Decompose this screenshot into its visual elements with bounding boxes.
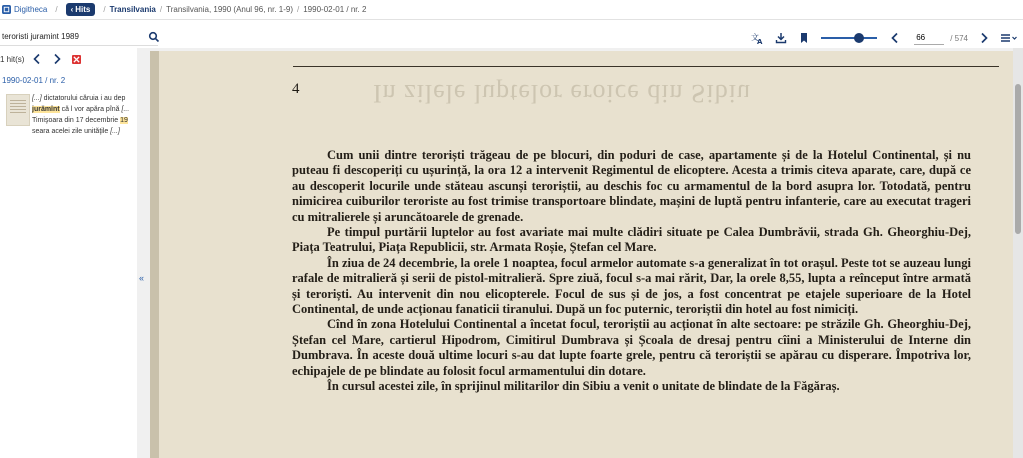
article-paragraph: În ziua de 24 decembrie, la orele 1 noaptea, focul armelor automate s-a generalizat în tot orașul. Peste tot se auzeau lungi rafale de mitralieră și serii de pistol-mitralieră. Spre ziuă, focul s-a mai rărit, Dar, la orele 8,55, lupta a reînceput între armată și teroriști. Au intervenit din nou elicopterele. Focul de sus și de jos, a fost concentrat pe etajele superioare de la Hotel Continental, de unde acționau fanaticii tiranului. După un foc puternic, teroriștii din hotel au fost nimiciți. — [292, 255, 971, 317]
article-text — [292, 148, 971, 395]
digitheca-logo-icon — [2, 5, 11, 14]
page-edge — [150, 51, 159, 458]
document-viewer — [137, 48, 1023, 458]
snippet-ellipsis: [... — [121, 106, 130, 113]
zoom-slider-track — [821, 37, 877, 39]
previous-hit-icon[interactable] — [32, 53, 44, 65]
snippet-ellipsis: [...] — [32, 95, 42, 102]
breadcrumb-separator: / — [297, 5, 300, 14]
breadcrumb-issue: 1990-02-01 / nr. 2 — [303, 5, 367, 14]
hit-result-item[interactable] — [4, 94, 137, 144]
hits-sidebar — [0, 48, 138, 458]
breadcrumb-separator: / — [55, 5, 58, 14]
breadcrumb — [0, 0, 1023, 20]
zoom-slider-handle[interactable] — [854, 33, 864, 43]
breadcrumb-volume-link[interactable]: Transilvania, 1990 (Anul 96, nr. 1-9) — [166, 5, 293, 14]
snippet-ellipsis: [...] — [110, 128, 120, 135]
scanned-page — [159, 51, 1013, 458]
snippet-text: Timişoara din 17 decembrie — [32, 117, 121, 124]
next-hit-icon[interactable] — [52, 53, 64, 65]
clear-search-icon[interactable] — [72, 55, 81, 64]
breadcrumb-separator: / — [103, 5, 106, 14]
menu-icon[interactable] — [1000, 32, 1018, 45]
breadcrumb-site-link[interactable]: Digitheca — [14, 5, 48, 14]
chevron-left-icon: ‹ — [70, 5, 74, 14]
page-number: 4 — [292, 81, 300, 97]
article-paragraph: Cum unii dintre teroriști trăgeau de pe blocuri, din poduri de case, apartamente și de la Hotelul Continental, și nu puteau fi descoperiți cu ușurință, la ora 12 a intervenit Regimentul de elicoptere. Acesta a trimis citeva aparate, care, după ce au descoperit locurile unde stăteau ascunși teroriștii, au deschis foc cu armamentul de la bord asupra lor. Totodată, pentru nimicirea cuiburilor teroriste au fost trimise transportoare blindate, mașini de luptă pentru infanterie, care au executat trageri cu mitralierele și aruncătoarele de grenade. — [292, 148, 971, 224]
download-icon[interactable] — [774, 32, 787, 45]
bleed-through-title: In zilele luptelor eroice din Sibiu — [373, 79, 751, 108]
zoom-slider[interactable] — [821, 32, 877, 44]
bookmark-icon[interactable] — [797, 32, 810, 45]
page-header-rule — [293, 66, 999, 67]
next-page-icon[interactable] — [977, 32, 990, 45]
vertical-scrollbar[interactable] — [1013, 48, 1023, 458]
search-input[interactable] — [0, 28, 158, 46]
search-icon[interactable] — [148, 31, 160, 43]
page-number-input[interactable] — [914, 31, 944, 45]
hits-button[interactable] — [66, 3, 96, 16]
hit-snippet — [32, 93, 137, 137]
previous-page-icon[interactable] — [888, 32, 901, 45]
snippet-highlight: jurămînt — [32, 106, 60, 113]
snippet-text: seara acelei zile unităţile — [32, 128, 111, 135]
snippet-text: că l vor apăra pînă — [59, 106, 122, 113]
breadcrumb-collection-link[interactable]: Transilvania — [109, 5, 156, 14]
article-paragraph: În cursul acestei zile, în sprijinul militarilor din Sibiu a venit o unitate de blindate de la Făgăraș. — [327, 379, 840, 394]
breadcrumb-separator: / — [159, 5, 163, 14]
collapse-sidebar-icon[interactable]: « — [139, 273, 145, 283]
hits-button-label: Hits — [75, 5, 91, 14]
scrollbar-thumb[interactable] — [1015, 84, 1021, 234]
hit-page-thumbnail — [6, 94, 30, 126]
viewer-tools — [746, 28, 1023, 48]
translate-icon[interactable] — [751, 32, 764, 45]
svg-text:A: A — [757, 37, 763, 45]
snippet-highlight: 19 — [120, 117, 128, 124]
svg-text:文: 文 — [751, 32, 760, 42]
page-total: / 574 — [950, 33, 968, 43]
viewer-toolbar — [0, 28, 1023, 48]
hit-issue-link[interactable]: 1990-02-01 / nr. 2 — [2, 76, 66, 85]
article-paragraph: Pe timpul purtării luptelor au fost avariate mai multe clădiri situate pe Calea Dumbrăvii, strada Gh. Gheorghiu-Dej, Piața Teatrului, Piața Republicii, str. Armata Roșie, Ștefan cel Mare. — [292, 225, 971, 255]
snippet-text: dictatorului căruia i au dep — [41, 95, 126, 102]
article-paragraph: Cînd în zona Hotelului Continental a încetat focul, teroriștii au acționat în alte sectoare: pe străzile Gh. Gheorghiu-Dej, Ștefan cel Mare, cartierul Hipodrom, Cimitirul Dumbrava și Școala de dresaj pentru cîini a Ministerului de Interne din Dumbrava. În aceste două ultime locuri s-au dat lupte foarte grele, pentru că teroriștii se apărau cu disperare. Împotriva lor, echipajele de pe blindate au folosit focul armamentului din dotare. — [292, 317, 971, 378]
hit-count: 1 hit(s) — [0, 54, 25, 64]
hit-navigation — [0, 52, 81, 66]
